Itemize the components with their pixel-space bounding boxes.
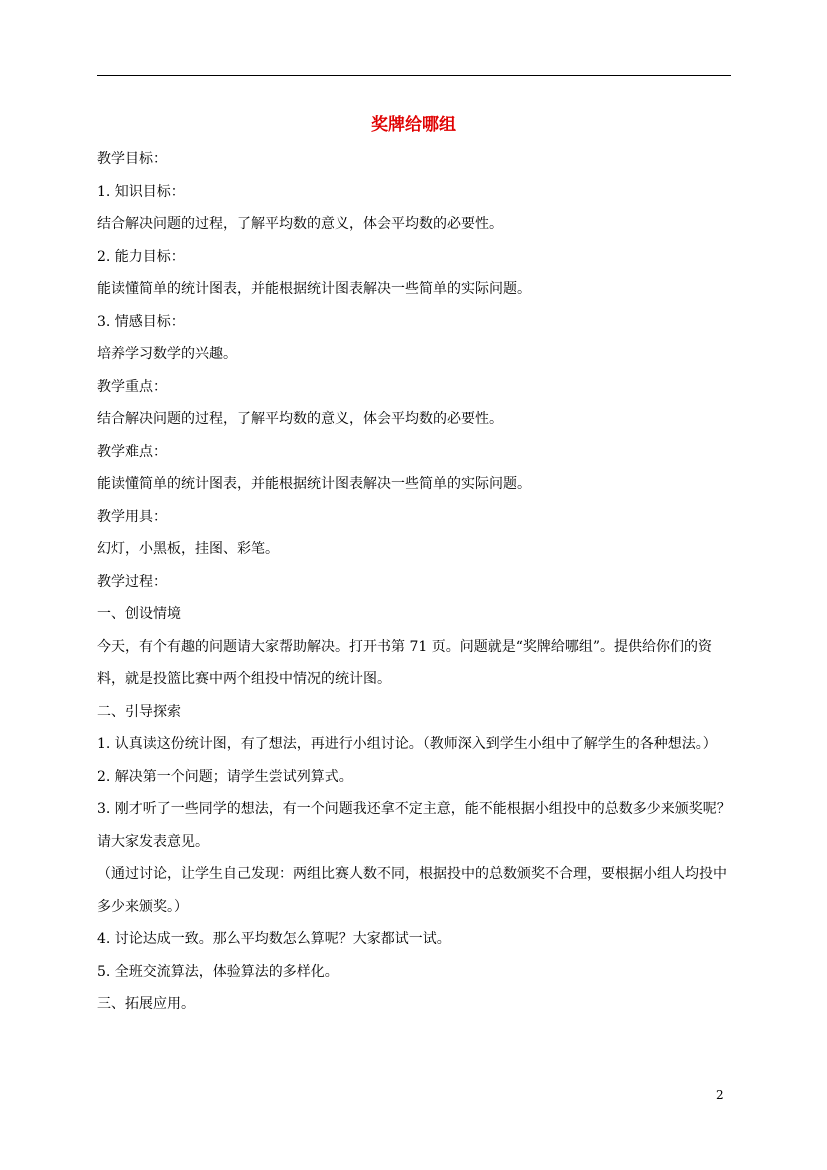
objective-emotion-text: 培养学习数学的兴趣。 xyxy=(97,346,237,362)
heading-teaching-objectives: 教学目标： xyxy=(97,151,167,167)
heading-key-points: 教学重点： xyxy=(97,378,167,395)
section-create-scenario: 一、创设情境 xyxy=(97,606,181,622)
teaching-aids-text: 幻灯，小黑板，挂图、彩笔。 xyxy=(97,541,279,557)
paragraph-step-3: 3. 刚才听了一些同学的想法，有一个问题我还拿不定主意，能不能根据小组投中的总数多少来颁奖呢？请大家发表意见。 xyxy=(97,801,731,850)
objective-ability-heading: 2. 能力目标： xyxy=(97,248,185,265)
difficulties-text: 能读懂简单的统计图表，并能根据统计图表解决一些简单的实际问题。 xyxy=(97,476,531,492)
paragraph-step-2: 2. 解决第一个问题；请学生尝试列算式。 xyxy=(97,768,353,785)
paragraph-step-1: 1. 认真读这份统计图，有了想法，再进行小组讨论。（教师深入到学生小组中了解学生的各种想法。） xyxy=(97,736,717,752)
document-body xyxy=(97,149,731,1027)
page-number: 2 xyxy=(716,1088,724,1102)
section-guided-exploration: 二、引导探索 xyxy=(97,703,181,720)
paragraph-step-4: 4. 讨论达成一致。那么平均数怎么算呢？大家都试一试。 xyxy=(97,931,451,947)
paragraph-discussion-note: （通过讨论，让学生自己发现：两组比赛人数不同，根据投中的总数颁奖不合理，要根据小组人均投中多少来颁奖。） xyxy=(97,866,727,915)
objective-emotion-heading: 3. 情感目标： xyxy=(97,313,185,330)
objective-knowledge-heading: 1. 知识目标： xyxy=(97,183,185,200)
paragraph-step-5: 5. 全班交流算法，体验算法的多样化。 xyxy=(97,963,339,980)
section-extended-application: 三、拓展应用。 xyxy=(97,996,195,1012)
header-rule xyxy=(97,75,731,76)
key-points-text: 结合解决问题的过程，了解平均数的意义，体会平均数的必要性。 xyxy=(97,411,503,427)
heading-teaching-process: 教学过程： xyxy=(97,573,167,590)
paragraph-intro: 今天，有个有趣的问题请大家帮助解决。打开书第 71 页。问题就是“奖牌给哪组”。提供给你们的资料，就是投篮比赛中两个组投中情况的统计图。 xyxy=(97,638,713,687)
objective-ability-text: 能读懂简单的统计图表，并能根据统计图表解决一些简单的实际问题。 xyxy=(97,281,531,297)
heading-difficulties: 教学难点： xyxy=(97,443,167,460)
objective-knowledge-text: 结合解决问题的过程，了解平均数的意义，体会平均数的必要性。 xyxy=(97,216,503,232)
heading-teaching-aids: 教学用具： xyxy=(97,508,167,525)
document-title: 奖牌给哪组 xyxy=(371,115,456,135)
